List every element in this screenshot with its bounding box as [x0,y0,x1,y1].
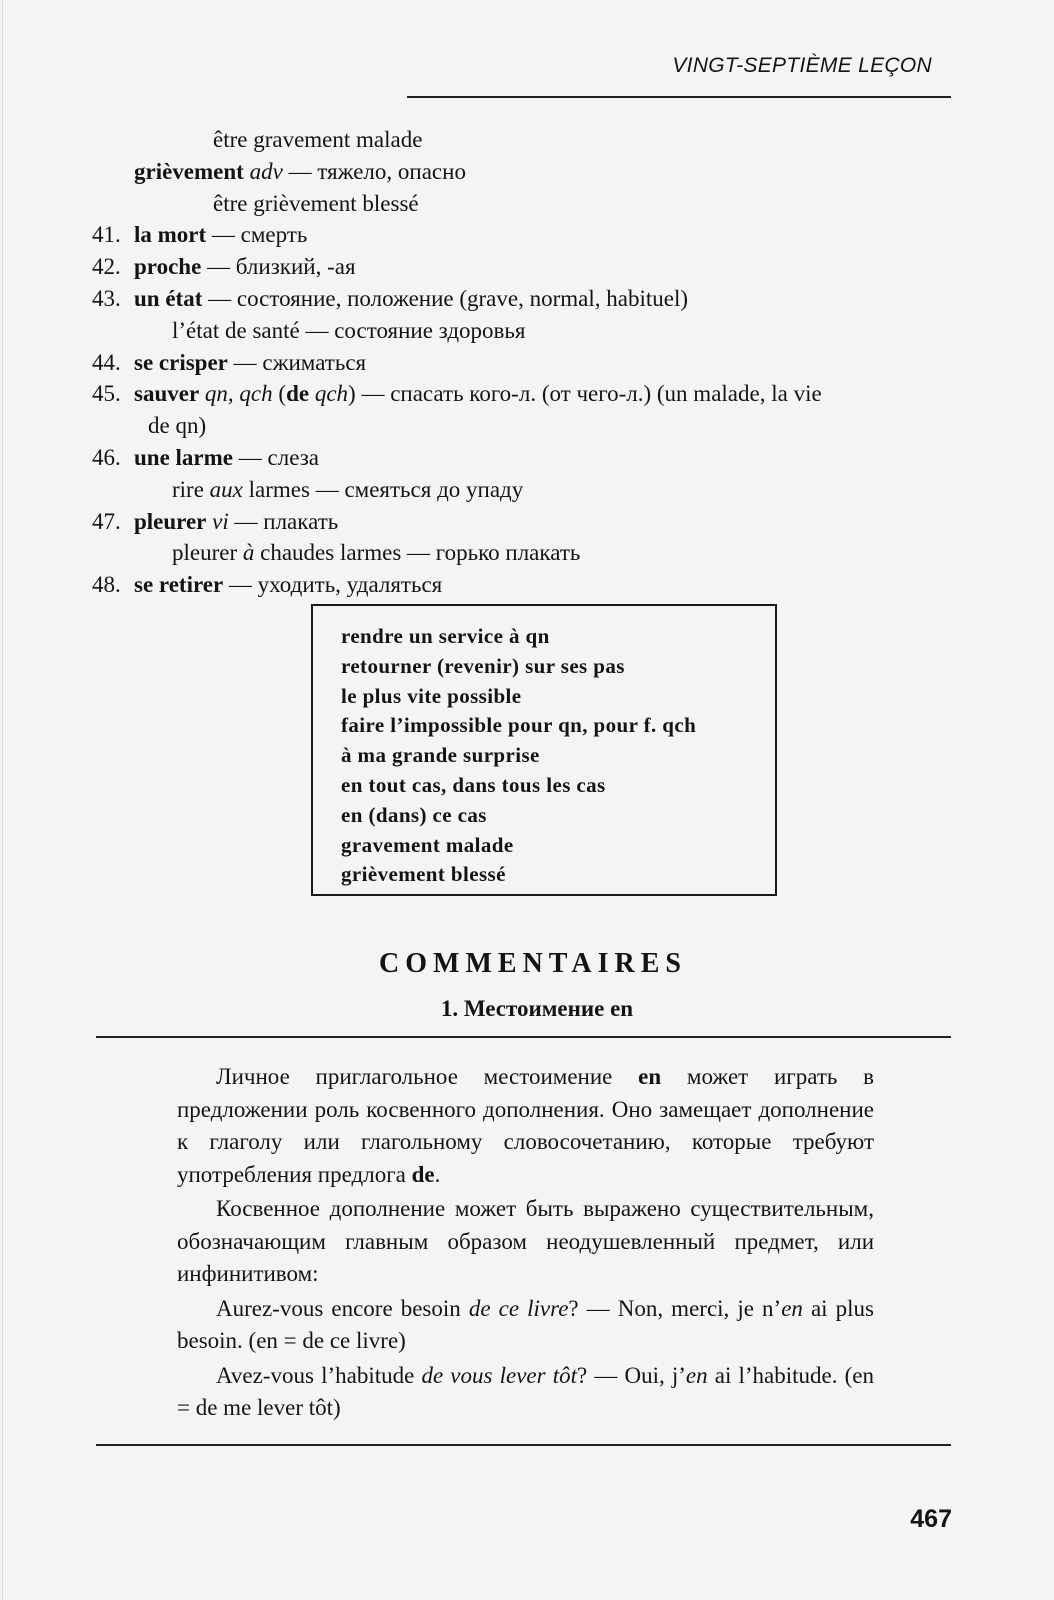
section-rule-top [96,1036,951,1038]
entry-translation: — сжиматься [227,349,367,375]
vocab-example [172,474,523,506]
entry-term: grièvement [134,158,244,184]
paragraph-1 [177,1061,874,1191]
expression-item: à ma grande surprise [341,743,540,768]
example-text: l’état de santé — состояние здоровья [172,317,526,343]
vocab-example [213,124,422,156]
page-number: 467 [910,1505,952,1533]
entry-pos: vi [212,508,229,534]
entry-object: qn, qch [204,381,273,407]
entry-term: un état [134,286,203,311]
expressions-box [311,604,777,896]
vocab-entry-44 [92,347,366,379]
example-text: ? — Oui, j’ [576,1362,686,1388]
entry-pos: adv [249,158,283,184]
section-subtitle: 1. Местоимение en [440,996,634,1021]
example-text: être gravement malade [213,127,423,152]
example-text: rire [172,476,210,502]
entry-translation: — тяжело, опасно [282,158,466,184]
entry-number: 48. [92,572,121,598]
entry-term: pleurer [134,508,207,534]
example-text: chaudes larmes — горько плакать [254,540,581,566]
expression-item: le plus vite possible [341,683,522,708]
example-1 [177,1293,874,1358]
entry-term: une larme [134,445,234,470]
example-text: Aurez-vous encore besoin [216,1295,469,1321]
expression-item: retourner (revenir) sur ses pas [341,653,625,678]
entry-translation: — близкий, -ая [201,254,356,280]
paragraph-text: . [434,1161,441,1187]
commentary-body [177,1061,874,1427]
keyword-en: en [638,1064,662,1089]
vocab-example [172,315,525,347]
entry-number: 45. [92,381,121,407]
example-text: ai l’habitude. (en = de me lever tôt) [177,1362,874,1420]
keyword-de: de [411,1161,435,1187]
entry-number: 41. [92,222,121,248]
example-text: larmes — смеяться до упаду [242,476,524,502]
entry-translation: — плакать [228,508,339,534]
running-head: VINGT-SEPTIÈME LEÇON [672,54,932,77]
expression-item: en (dans) ce cas [341,802,487,827]
expression-item: grièvement blessé [341,862,506,887]
entry-translation: — смерть [206,222,308,248]
header-rule [407,96,951,98]
entry-term: se retirer [134,572,224,598]
section-title: COMMENTAIRES [379,948,687,979]
vocab-entry-46 [92,442,319,474]
entry-translation: — уходить, удаляться [223,572,443,598]
entry-number: 42. [92,254,121,280]
vocab-entry-45: 45. sauver qn, qch (de qch) — спасать кого-л. (от чего-л.) (un malade, la vie [92,378,822,410]
vocab-entry-41 [92,219,307,251]
entry-translation: — слеза [233,445,319,470]
vocab-entry-48 [92,569,442,601]
entry-number: 43. [92,286,121,311]
entry-term: proche [134,254,202,280]
entry-object: qch [314,381,349,407]
expression-item: en tout cas, dans tous les cas [341,772,606,797]
expression-item: faire l’impossible pour qn, pour f. qch [341,713,697,738]
example-text: être grièvement blessé [213,190,419,216]
section-rule-bottom [96,1444,951,1446]
vocab-example [213,188,419,220]
paragraph-text: может играть в предложении роль косвенного дополнения. Оно замещает дополнение к глаголу или глагольному словосочетанию, которые требуют употребления предлога [177,1064,874,1187]
entry-term: se crisper [134,349,228,375]
example-italic: en [685,1362,708,1388]
vocab-example [172,537,580,569]
example-text: pleurer [172,540,243,566]
entry-preposition: de [286,381,310,407]
example-italic: aux [209,476,243,502]
entry-translation: — состояние, положение (grave, normal, habituel) [202,286,688,311]
example-italic: en [781,1295,803,1321]
paragraph-2: Косвенное дополнение может быть выражено существительным, обозначающим главным образом неодушевленный предмет, или инфинитивом: [177,1196,874,1286]
entry-term: sauver [134,381,200,407]
expression-item: rendre un service à qn [341,624,550,648]
example-2 [177,1360,874,1425]
example-text: ? — Non, merci, je n’ [568,1295,782,1321]
example-italic: de vous lever tôt [421,1362,577,1388]
continuation-text: de qn) [148,413,207,439]
vocab-continuation [148,410,206,442]
entry-number: 44. [92,349,121,375]
example-text: Avez-vous l’habitude [216,1362,422,1388]
vocab-entry-43 [92,283,688,315]
expression-item: gravement malade [341,832,514,857]
example-italic: de ce livre [468,1295,569,1321]
entry-translation: ) — спасать кого-л. (от чего-л.) (un malade, la vie [348,381,822,407]
paragraph-text: Личное приглагольное местоимение [216,1064,639,1089]
example-italic: à [242,540,255,566]
entry-term: la mort [134,222,207,248]
entry-number: 46. [92,445,121,470]
vocab-entry-42 [92,251,356,283]
vocab-entry [134,156,466,188]
example-text: ai plus besoin. (en = de ce livre) [177,1295,874,1353]
entry-number: 47. [92,508,121,534]
vocab-entry-47 [92,506,338,538]
page-edge [2,0,3,1600]
